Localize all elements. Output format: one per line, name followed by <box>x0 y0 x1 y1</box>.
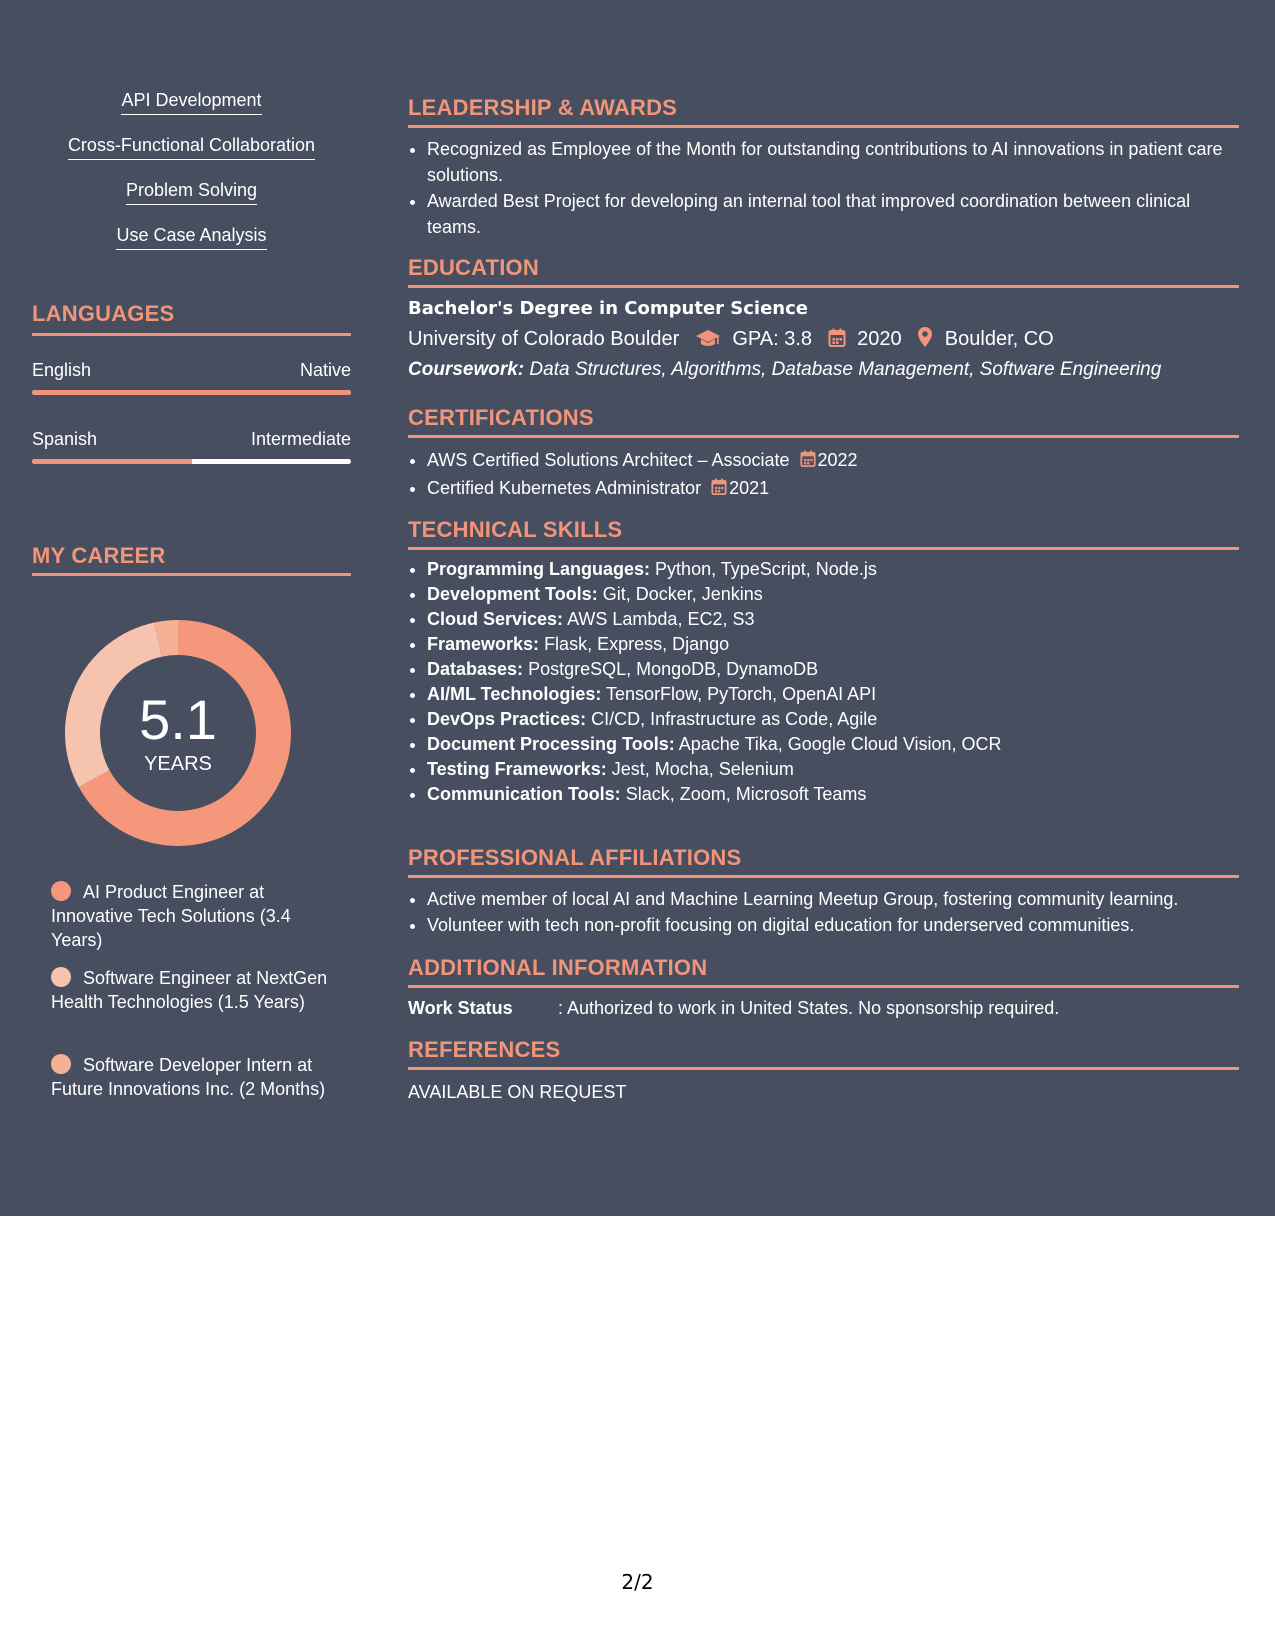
skill-label: Cross-Functional Collaboration <box>68 133 315 160</box>
school-name: University of Colorado Boulder <box>408 328 680 350</box>
certifications-title: CERTIFICATIONS <box>408 405 594 430</box>
graduation-cap-icon <box>695 328 721 348</box>
languages-title: LANGUAGES <box>32 301 175 326</box>
skill-category: Frameworks: <box>427 634 540 654</box>
career-legend-item <box>51 880 331 952</box>
list-item: • Volunteer with tech non-profit focusing on digital education for underserved communities. <box>427 912 1239 938</box>
skill-values: PostgreSQL, MongoDB, DynamoDB <box>528 659 819 679</box>
degree-title: Bachelor's Degree in Computer Science <box>408 298 808 319</box>
references-rule <box>408 1067 1239 1070</box>
skill-category: Programming Languages: <box>427 559 651 579</box>
language-bar-fill <box>32 390 351 395</box>
certification-name: AWS Certified Solutions Architect – Associate <box>427 450 790 470</box>
list-item <box>427 707 1239 732</box>
technical-skills-list <box>408 557 1239 807</box>
donut-center <box>65 620 291 846</box>
coursework <box>408 357 1161 383</box>
skill-category: Document Processing Tools: <box>427 734 675 754</box>
skill-item <box>32 178 351 205</box>
languages-rule <box>32 333 351 336</box>
list-item <box>427 657 1239 682</box>
skill-values: Flask, Express, Django <box>544 634 730 654</box>
calendar-icon <box>800 450 816 468</box>
list-item <box>427 557 1239 582</box>
career-rule <box>32 573 351 576</box>
calendar-icon <box>711 478 727 496</box>
list-item <box>427 732 1239 757</box>
list-item <box>427 632 1239 657</box>
career-legend-item <box>51 1053 331 1101</box>
skill-label: Problem Solving <box>126 178 257 205</box>
skill-values: Slack, Zoom, Microsoft Teams <box>625 784 867 804</box>
leadership-list <box>408 136 1239 240</box>
list-item: • Active member of local AI and Machine Learning Meetup Group, fostering community learning. <box>427 886 1239 912</box>
career-total-value: 5.1 <box>139 688 217 751</box>
certifications-rule <box>408 435 1239 438</box>
skill-item <box>32 223 351 250</box>
calendar-icon <box>711 477 727 503</box>
affiliations-title: PROFESSIONAL AFFILIATIONS <box>408 845 742 870</box>
gpa: GPA: 3.8 <box>732 328 813 350</box>
technical-skills-title: TECHNICAL SKILLS <box>408 517 623 542</box>
graduation-year: 2020 <box>857 328 902 350</box>
skill-label: API Development <box>121 88 261 115</box>
education-title: EDUCATION <box>408 255 539 280</box>
affiliations-list <box>408 886 1239 938</box>
skill-category: Testing Frameworks: <box>427 759 607 779</box>
additional-info-rule <box>408 985 1239 988</box>
education-details <box>408 326 1054 355</box>
calendar-icon <box>828 328 846 355</box>
right-column <box>408 0 1239 1216</box>
list-item <box>427 757 1239 782</box>
skill-category: AI/ML Technologies: <box>427 684 602 704</box>
page-number: 2/2 <box>621 1570 654 1594</box>
skill-item <box>32 133 351 160</box>
legend-dot <box>51 1054 71 1074</box>
skill-values: AWS Lambda, EC2, S3 <box>567 609 755 629</box>
location-pin-icon <box>917 326 933 355</box>
skill-values: Python, TypeScript, Node.js <box>655 559 877 579</box>
skill-category: DevOps Practices: <box>427 709 587 729</box>
career-legend-item <box>51 966 331 1014</box>
list-item: • Awarded Best Project for developing an internal tool that improved coordination between clinical teams. <box>427 188 1239 240</box>
skill-values: CI/CD, Infrastructure as Code, Agile <box>591 709 878 729</box>
list-item <box>427 475 1239 503</box>
career-legend-label: Software Developer Intern at Future Innovations Inc. (2 Months) <box>51 1055 326 1099</box>
skill-label: Use Case Analysis <box>116 223 266 250</box>
coursework-label: Coursework: <box>408 359 525 380</box>
skill-category: Cloud Services: <box>427 609 564 629</box>
legend-dot <box>51 881 71 901</box>
list-item <box>427 582 1239 607</box>
career-legend-label: Software Engineer at NextGen Health Technologies (1.5 Years) <box>51 968 328 1012</box>
language-name: Spanish <box>32 429 98 449</box>
career-title: MY CAREER <box>32 543 166 568</box>
coursework-list: Data Structures, Algorithms, Database Management, Software Engineering <box>529 359 1162 380</box>
list-item <box>427 607 1239 632</box>
career-total-unit: YEARS <box>144 753 212 775</box>
skill-item <box>32 88 351 115</box>
skill-category: Databases: <box>427 659 524 679</box>
language-level: Intermediate <box>250 429 351 449</box>
references-text: AVAILABLE ON REQUEST <box>408 1082 627 1102</box>
list-item: • Recognized as Employee of the Month for outstanding contributions to AI innovations in patient care solutions. <box>427 136 1239 188</box>
language-bar <box>32 390 351 395</box>
list-item <box>427 447 1239 475</box>
certification-year: 2022 <box>817 450 858 470</box>
references-title: REFERENCES <box>408 1037 561 1062</box>
language-bar-fill <box>32 459 192 464</box>
skill-values: Git, Docker, Jenkins <box>602 584 763 604</box>
language-level: Native <box>299 360 351 380</box>
legend-dot <box>51 967 71 987</box>
additional-info-title: ADDITIONAL INFORMATION <box>408 955 708 980</box>
technical-skills-rule <box>408 547 1239 550</box>
language-name: English <box>32 360 92 380</box>
certification-year: 2021 <box>729 478 770 498</box>
work-status-row <box>408 996 1059 1020</box>
list-item <box>427 782 1239 807</box>
affiliations-rule <box>408 875 1239 878</box>
work-status-value: : Authorized to work in United States. No sponsorship required. <box>558 998 1060 1018</box>
education-rule <box>408 285 1239 288</box>
language-row <box>32 358 351 382</box>
skill-category: Communication Tools: <box>427 784 621 804</box>
location-pin-icon <box>917 326 933 348</box>
graduation-cap-icon <box>695 328 721 355</box>
skill-values: TensorFlow, PyTorch, OpenAI API <box>606 684 877 704</box>
certification-name: Certified Kubernetes Administrator <box>427 478 702 498</box>
skill-category: Development Tools: <box>427 584 598 604</box>
calendar-icon <box>800 449 816 475</box>
skill-values: Jest, Mocha, Selenium <box>611 759 794 779</box>
language-row <box>32 427 351 451</box>
career-legend-label: AI Product Engineer at Innovative Tech Solutions (3.4 Years) <box>51 882 291 950</box>
language-bar <box>32 459 351 464</box>
left-column <box>32 0 351 1216</box>
skill-values: Apache Tika, Google Cloud Vision, OCR <box>678 734 1002 754</box>
school-location: Boulder, CO <box>944 328 1054 350</box>
work-status-label: Work Status <box>408 998 513 1018</box>
list-item <box>427 682 1239 707</box>
calendar-icon <box>828 328 846 348</box>
leadership-title: LEADERSHIP & AWARDS <box>408 95 678 120</box>
leadership-rule <box>408 125 1239 128</box>
career-donut-chart <box>65 620 291 846</box>
certifications-list <box>408 447 1239 503</box>
